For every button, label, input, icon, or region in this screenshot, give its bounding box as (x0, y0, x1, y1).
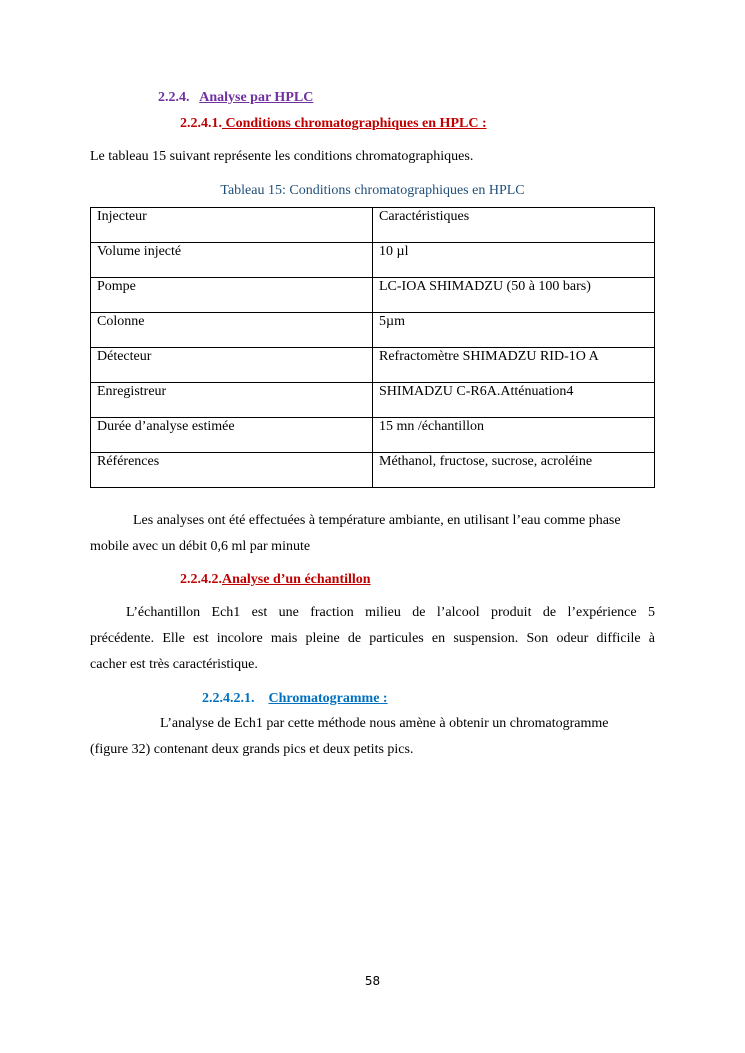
table-cell: Volume injecté (91, 243, 373, 278)
paragraph-analyses-line: Les analyses ont été effectuées à température ambiante, en utilisant l’eau comme phase (133, 513, 621, 528)
table-row (91, 278, 655, 313)
intro-text: Le tableau 15 suivant représente les conditions chromatographiques. (90, 149, 474, 164)
table-cell: LC-IOA SHIMADZU (50 à 100 bars) (373, 278, 655, 313)
table-cell: Caractéristiques (373, 208, 655, 243)
table-row (91, 313, 655, 348)
table-cell: Méthanol, fructose, sucrose, acroléine (373, 453, 655, 488)
paragraph-ech-line: cacher est très caractéristique. (90, 657, 258, 672)
table-row (91, 208, 655, 243)
heading-2-2-4 (158, 90, 313, 106)
conditions-table (90, 207, 655, 488)
heading-number: 2.2.4. (158, 90, 190, 105)
heading-title: Analyse d’un échantillon (222, 572, 371, 587)
page-number: 58 (364, 974, 381, 988)
table-cell: Enregistreur (91, 383, 373, 418)
table-row (91, 418, 655, 453)
heading-2-2-4-2-1 (202, 691, 388, 707)
table-cell: Colonne (91, 313, 373, 348)
table-row (91, 243, 655, 278)
table-row (91, 348, 655, 383)
table-cell: Détecteur (91, 348, 373, 383)
paragraph-analyses-line: mobile avec un débit 0,6 ml par minute (90, 539, 311, 554)
heading-title: Chromatogramme : (268, 691, 388, 706)
paragraph-ech-line: L’échantillon Ech1 est une fraction milieu de l’alcool produit de l’expérience 5 (126, 605, 655, 620)
table-cell: SHIMADZU C-R6A.Atténuation4 (373, 383, 655, 418)
table-row (91, 383, 655, 418)
table-cell: 5µm (373, 313, 655, 348)
paragraph-ech-line: précédente. Elle est incolore mais pleine de particules en suspension. Son odeur difficile à (90, 631, 655, 646)
heading-number: 2.2.4.2. (180, 572, 222, 587)
table-cell: Refractomètre SHIMADZU RID-1O A (373, 348, 655, 383)
table-cell: 15 mn /échantillon (373, 418, 655, 453)
heading-title: Conditions chromatographiques en HPLC : (222, 116, 487, 131)
table-cell: Injecteur (91, 208, 373, 243)
heading-number: 2.2.4.1. (180, 116, 222, 131)
table-row (91, 453, 655, 488)
table-cell: 10 µl (373, 243, 655, 278)
table-cell: Pompe (91, 278, 373, 313)
paragraph-chrom-line: L’analyse de Ech1 par cette méthode nous amène à obtenir un chromatogramme (160, 716, 609, 731)
heading-2-2-4-2 (180, 572, 371, 588)
heading-2-2-4-1 (180, 116, 487, 132)
heading-number: 2.2.4.2.1. (202, 691, 255, 706)
paragraph-chrom-line: (figure 32) contenant deux grands pics et deux petits pics. (90, 742, 414, 757)
heading-title: Analyse par HPLC (199, 90, 314, 105)
table-cell: Références (91, 453, 373, 488)
table-caption: Tableau 15: Conditions chromatographiques en HPLC (220, 183, 525, 198)
table-cell: Durée d’analyse estimée (91, 418, 373, 453)
